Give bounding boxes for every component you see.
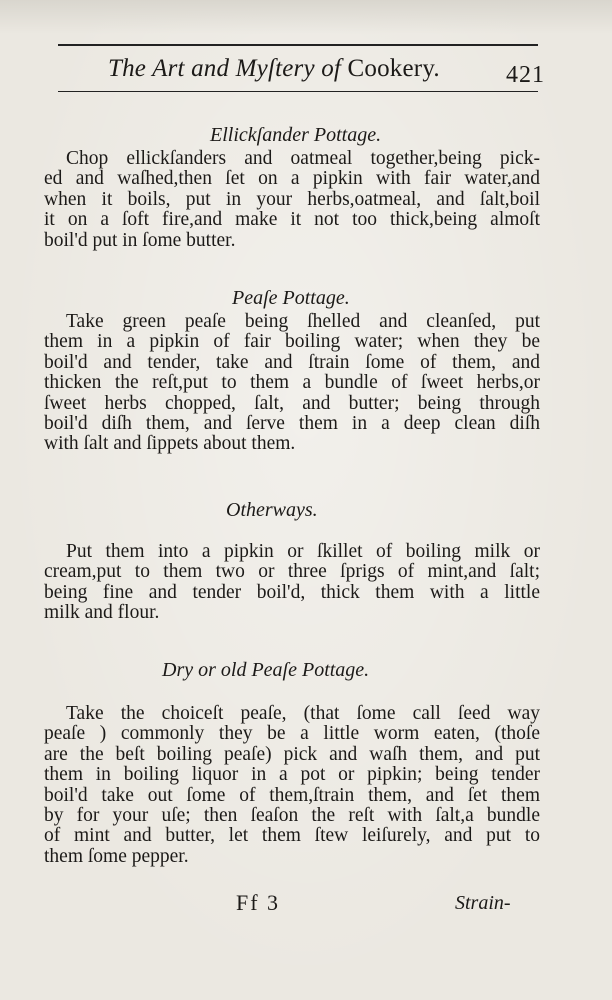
- running-head: [108, 55, 440, 83]
- text-line: with ſalt and ſippets about them.: [44, 433, 296, 455]
- text-line: peaſe ) commonly they be a little worm eaten, (thoſe: [44, 723, 540, 745]
- text-line: when it boils, put in your herbs,oatmeal, and ſalt,boil: [44, 188, 540, 210]
- text-line: being fine and tender boil'd, thick them with a little: [44, 581, 540, 603]
- text-line: thicken the reſt,put to them a bundle of ſweet herbs,or: [44, 372, 540, 394]
- text-line: Take green peaſe being ſhelled and cleanſed, put: [66, 311, 540, 332]
- section-body-dry-pease-pottage: [44, 704, 540, 867]
- text-line: milk and flour.: [44, 602, 160, 624]
- section-body-ellicksander: [44, 149, 540, 251]
- text-line: them in boiling liquor in a pot or pipkin; being tender: [44, 764, 540, 786]
- text-line: boil'd take out ſome of them,ſtrain them, and ſet them: [44, 784, 540, 806]
- text-line: Take the choiceſt peaſe, (that ſome call ſeed way: [66, 703, 540, 724]
- section-heading-dry-pease-pottage: Dry or old Peaſe Pottage.: [162, 659, 370, 681]
- text-line: cream,put to them two or three ſprigs of mint,and ſalt;: [44, 561, 540, 583]
- text-line: boil'd diſh them, and ſerve them in a deep clean diſh: [44, 413, 540, 435]
- top-rule: [58, 44, 538, 46]
- text-line: them in a pipkin of fair boiling water; when they be: [44, 331, 540, 353]
- page-number: 421: [506, 62, 545, 88]
- catchword: Strain-: [455, 892, 511, 914]
- text-line: them ſome pepper.: [44, 845, 189, 867]
- section-body-otherways: [44, 542, 540, 624]
- signature-mark: Ff 3: [236, 890, 281, 915]
- text-line: ſweet herbs chopped, ſalt, and butter; being through: [44, 392, 540, 414]
- section-heading-ellicksander: Ellickſander Pottage.: [210, 124, 382, 146]
- header-rule: [58, 91, 538, 92]
- text-line: Put them into a pipkin or ſkillet of boiling milk or: [66, 541, 540, 562]
- text-line: boil'd and tender, take and ſtrain ſome of them, and: [44, 351, 540, 373]
- running-head-roman: Cookery.: [347, 55, 440, 82]
- text-line: boil'd put in ſome butter.: [44, 229, 236, 251]
- section-heading-pease-pottage: Peaſe Pottage.: [232, 287, 350, 309]
- text-line: of mint and butter, let them ſtew leiſurely, and put to: [44, 825, 540, 847]
- text-line: it on a ſoft fire,and make it not too thick,being almoſt: [44, 209, 540, 231]
- text-line: ed and waſhed,then ſet on a pipkin with fair water,and: [44, 168, 540, 190]
- text-line: Chop ellickſanders and oatmeal together,being pick-: [66, 148, 540, 169]
- running-head-italic: The Art and Myſtery of: [108, 55, 342, 82]
- text-line: by for your uſe; then ſeaſon the reſt with ſalt,a bundle: [44, 805, 540, 827]
- page-edge-shadow: [0, 0, 612, 34]
- section-heading-otherways: Otherways.: [226, 499, 318, 521]
- text-line: are the beſt boiling peaſe) pick and waſh them, and put: [44, 743, 540, 765]
- section-body-pease-pottage: [44, 312, 540, 455]
